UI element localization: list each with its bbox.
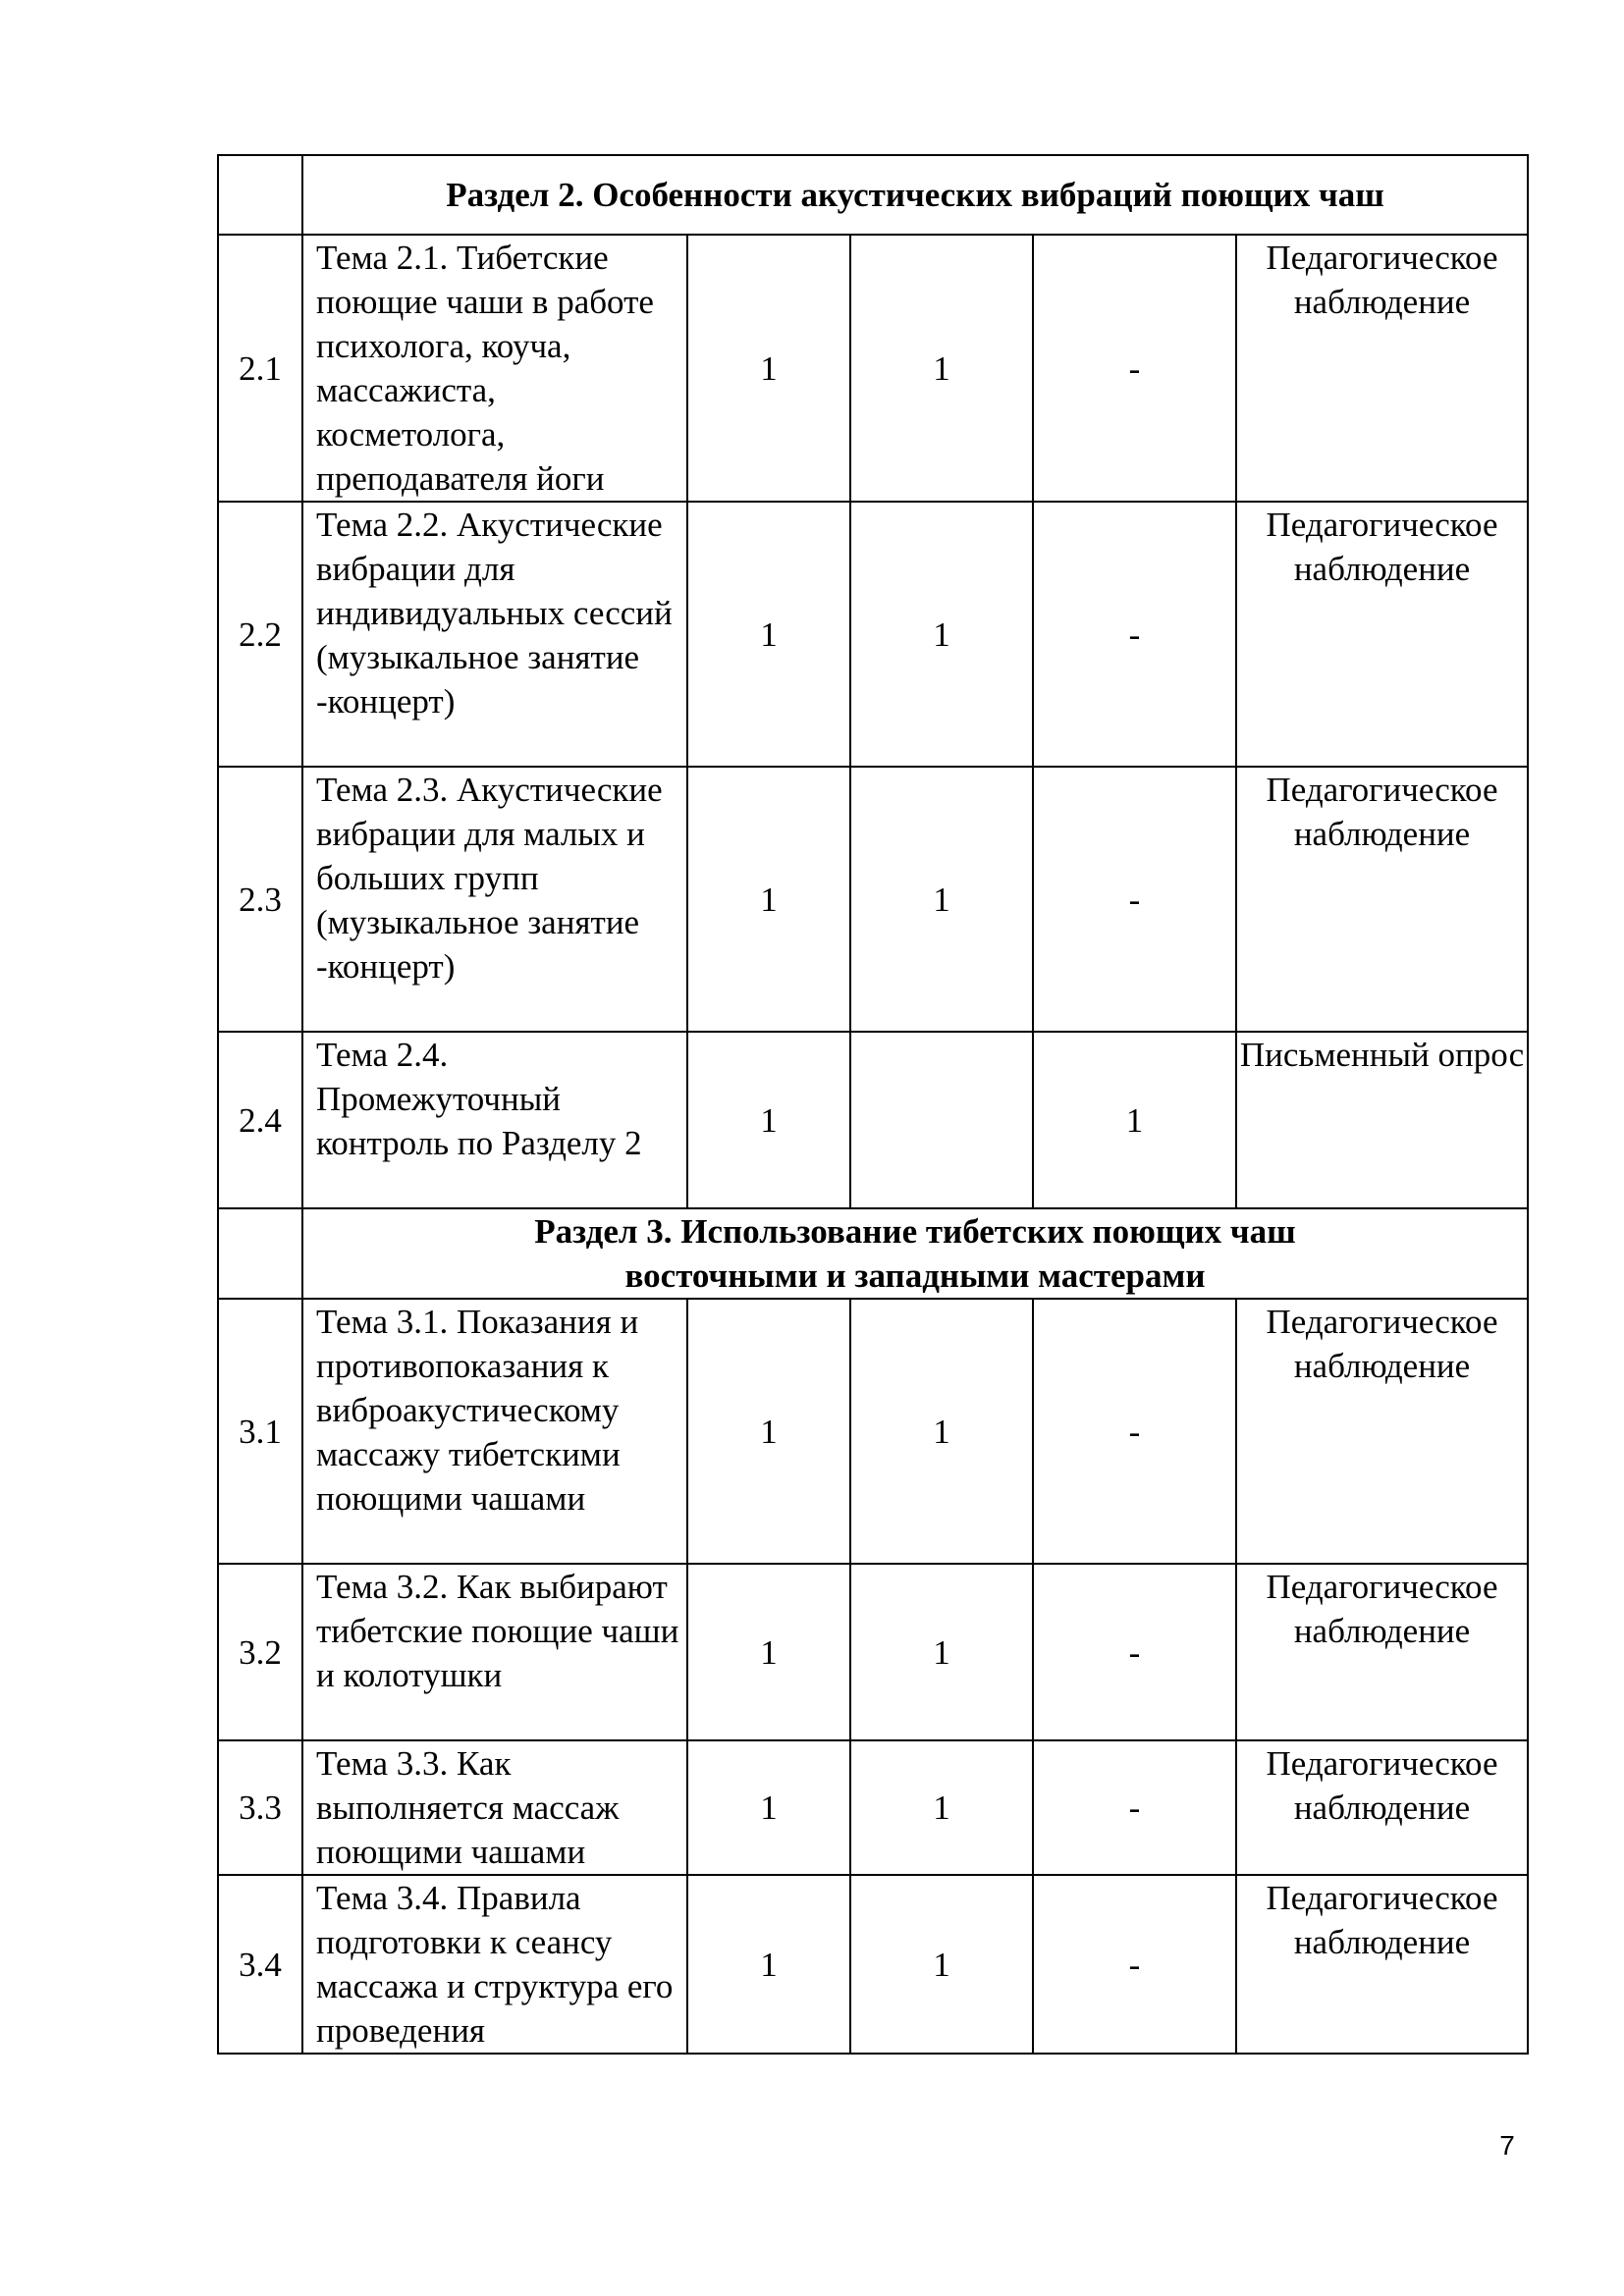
topic-title: Тема 2.1. Тибетские поющие чаши в работе психолога, коуча, массажиста, косметолога, преподавателя йоги: [302, 235, 687, 502]
table-row: [218, 767, 1528, 1032]
hours-practice: 1: [1033, 1032, 1236, 1208]
hours-practice: -: [1033, 1875, 1236, 2054]
hours-practice: -: [1033, 1740, 1236, 1875]
hours-practice: -: [1033, 502, 1236, 767]
hours-practice: -: [1033, 1299, 1236, 1564]
hours-total: 1: [687, 1740, 850, 1875]
page-number: 7: [1499, 2130, 1515, 2161]
topic-title: Тема 3.2. Как выбирают тибетские поющие чаши и колотушки: [302, 1564, 687, 1740]
section-header-row: [218, 155, 1528, 235]
curriculum-table: [217, 154, 1529, 2055]
hours-total: 1: [687, 767, 850, 1032]
topic-title: Тема 2.4. Промежуточный контроль по Разделу 2: [302, 1032, 687, 1208]
control-form: Педагогическое наблюдение: [1236, 1740, 1528, 1875]
section-2-title: Раздел 2. Особенности акустических вибраций поющих чаш: [302, 155, 1528, 235]
control-form: Педагогическое наблюдение: [1236, 1875, 1528, 2054]
row-number: 3.2: [218, 1564, 302, 1740]
hours-theory: 1: [850, 1564, 1033, 1740]
section-header-row: [218, 1208, 1528, 1299]
section-number-cell: [218, 1208, 302, 1299]
hours-theory: 1: [850, 235, 1033, 502]
topic-title: Тема 2.3. Акустические вибрации для малых и больших групп (музыкальное занятие -концерт): [302, 767, 687, 1032]
table-row: [218, 502, 1528, 767]
row-number: 2.1: [218, 235, 302, 502]
topic-title: Тема 2.2. Акустические вибрации для индивидуальных сессий (музыкальное занятие -концерт): [302, 502, 687, 767]
section-3-title: [302, 1208, 1528, 1299]
section-number-cell: [218, 155, 302, 235]
row-number: 3.4: [218, 1875, 302, 2054]
control-form: Педагогическое наблюдение: [1236, 1564, 1528, 1740]
hours-theory: 1: [850, 767, 1033, 1032]
row-number: 2.4: [218, 1032, 302, 1208]
hours-theory: 1: [850, 502, 1033, 767]
control-form: Педагогическое наблюдение: [1236, 502, 1528, 767]
hours-theory: [850, 1032, 1033, 1208]
hours-theory: 1: [850, 1740, 1033, 1875]
control-form: Педагогическое наблюдение: [1236, 767, 1528, 1032]
hours-total: 1: [687, 235, 850, 502]
hours-total: 1: [687, 502, 850, 767]
topic-title: Тема 3.1. Показания и противопоказания к виброакустическому массажу тибетскими поющими чашами: [302, 1299, 687, 1564]
row-number: 3.3: [218, 1740, 302, 1875]
table-row: [218, 1740, 1528, 1875]
row-number: 3.1: [218, 1299, 302, 1564]
table-row: [218, 1875, 1528, 2054]
hours-theory: 1: [850, 1299, 1033, 1564]
control-form: Педагогическое наблюдение: [1236, 1299, 1528, 1564]
control-form: Педагогическое наблюдение: [1236, 235, 1528, 502]
section-3-title-line-2: восточными и западными мастерами: [624, 1256, 1206, 1295]
control-form: Письменный опрос: [1236, 1032, 1528, 1208]
row-number: 2.2: [218, 502, 302, 767]
hours-total: 1: [687, 1299, 850, 1564]
hours-theory: 1: [850, 1875, 1033, 2054]
row-number: 2.3: [218, 767, 302, 1032]
table-row: [218, 235, 1528, 502]
table-row: [218, 1299, 1528, 1564]
topic-title: Тема 3.4. Правила подготовки к сеансу массажа и структура его проведения: [302, 1875, 687, 2054]
topic-title: Тема 3.3. Как выполняется массаж поющими чашами: [302, 1740, 687, 1875]
hours-practice: -: [1033, 1564, 1236, 1740]
table-row: [218, 1564, 1528, 1740]
section-3-title-line-1: Раздел 3. Использование тибетских поющих чаш: [534, 1212, 1296, 1251]
hours-total: 1: [687, 1032, 850, 1208]
hours-total: 1: [687, 1875, 850, 2054]
hours-practice: -: [1033, 767, 1236, 1032]
hours-total: 1: [687, 1564, 850, 1740]
table-row: [218, 1032, 1528, 1208]
hours-practice: -: [1033, 235, 1236, 502]
